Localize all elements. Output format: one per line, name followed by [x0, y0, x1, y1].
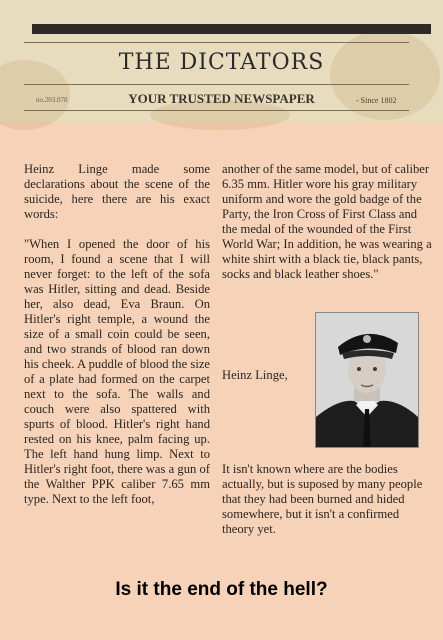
portrait-photo [315, 312, 419, 448]
article-right-column-top [222, 162, 432, 297]
article-paragraph: "When I opened the door of his room, I found a scene that I will never forget: to the left of the sofa was Hitler, sitting and dead. Beside her, also dead, Eva Braun. On Hitler's right temple, a wound the size of a small coin could be seen, and two strands of blood ran down his cheek. A puddle of blood the size of a plate had formed on the carpet next to the sofa. The walls and couch were also spattered with spurts of blood. Hitler's right hand rested on his knee, palm facing up. The left hand hung limp. Next to Hitler's right foot, there was a gun of the Walther PPK caliber 7.65 mm type. Next to the left foot, [24, 237, 210, 506]
photo-caption: Heinz Linge, [222, 368, 288, 382]
newspaper-subtitle: YOUR TRUSTED NEWSPAPER [128, 91, 315, 106]
newspaper-title: THE DICTATORS [118, 50, 325, 75]
article-right-column-bottom [222, 462, 434, 552]
article-paragraph: It isn't known where are the bodies actually, but is suposed by many people that they had been burned and hided somewhere, but it isn't a confirmed theory yet. [222, 462, 423, 536]
masthead-top-bar [32, 24, 431, 34]
masthead [0, 0, 443, 122]
masthead-rule [24, 42, 409, 43]
headline: Is it the end of the hell? [115, 579, 328, 600]
portrait-photo-image [316, 313, 418, 447]
masthead-rule [24, 110, 409, 111]
article-paragraph: Heinz Linge made some declarations about the scene of the suicide, here there are his exact words: [24, 162, 210, 221]
masthead-rule [24, 84, 409, 85]
article-paragraph: another of the same model, but of caliber 6.35 mm. Hitler wore his gray military uniform and wore the gold badge of the Party, the Iron Cross of First Class and the medal of the wounded of the First World War; In addition, he was wearing a white shirt with a black tie, black pants, socks and black leather shoes." [222, 162, 432, 281]
since-year: - Since 1802 [356, 96, 397, 105]
issue-number: no.203.078 [36, 96, 68, 104]
article-left-column [24, 162, 210, 522]
